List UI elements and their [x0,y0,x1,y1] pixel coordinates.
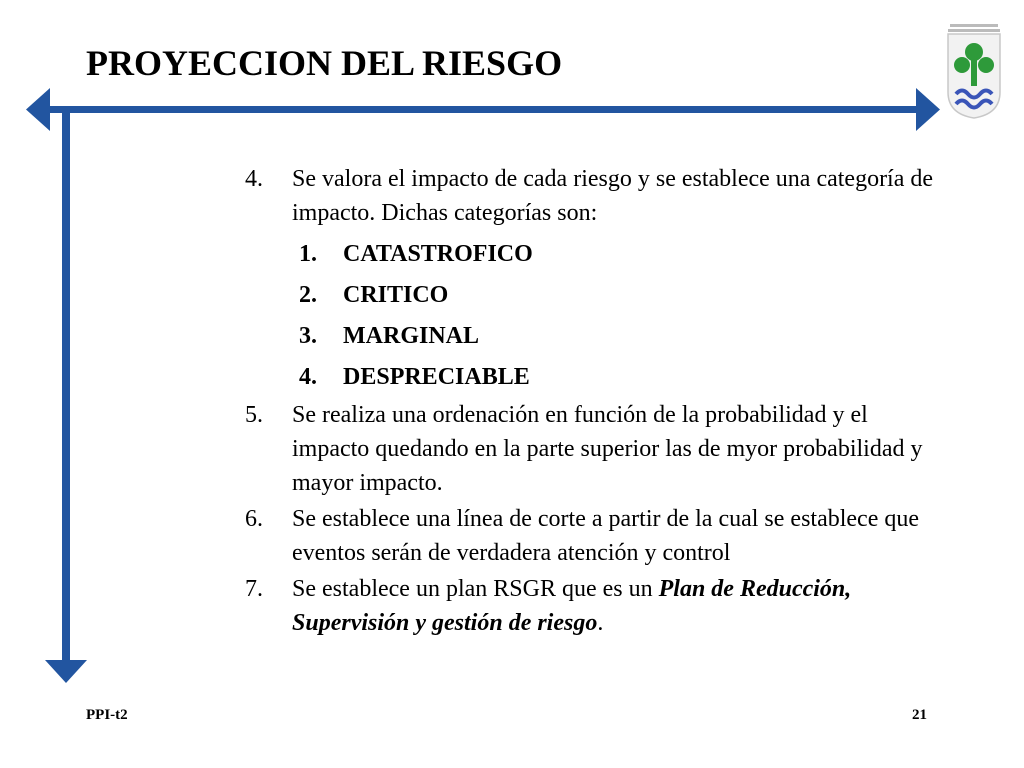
category-number: 3. [299,323,317,349]
category-list [245,237,945,394]
plan-emphasis: Plan de Reducción, Supervisión y gestión de riesgo [292,576,852,636]
footer-course-code: PPI-t2 [86,707,128,723]
slide-body [245,162,945,640]
list-item [245,572,945,640]
list-item [245,502,945,570]
list-text: Se realiza una ordenación en función de la probabilidad y el impacto quedando en la parte superior las de myor probabilidad y mayor impacto. [292,402,923,496]
category-label: DESPRECIABLE [343,364,530,390]
category-number: 4. [299,364,317,390]
category-label: CRITICO [343,282,449,308]
list-item [245,398,945,500]
down-arrowhead-icon [45,660,87,683]
list-item [245,162,945,230]
list-number: 7. [245,576,263,602]
page-number: 21 [912,707,927,723]
category-label: MARGINAL [343,323,479,349]
category-item [245,360,945,394]
slide-title: PROYECCION DEL RIESGO [86,43,563,83]
list-text: Se establece una línea de corte a partir de la cual se establece que eventos serán de verdadera atención y control [292,506,919,566]
category-number: 1. [299,241,317,267]
horizontal-arrow-shaft [44,106,924,113]
list-text-start: Se establece un plan RSGR que es un [292,576,659,602]
list-number: 4. [245,166,263,192]
category-label: CATASTROFICO [343,241,533,267]
category-item [245,237,945,271]
right-arrowhead-icon [916,88,940,131]
emblem-tree-waves-icon [944,22,1004,122]
vertical-arrow-shaft [62,112,70,666]
list-text: Se valora el impacto de cada riesgo y se establece una categoría de impacto. Dichas categorías son: [292,166,934,226]
category-item [245,319,945,353]
list-number: 6. [245,506,263,532]
list-number: 5. [245,402,263,428]
left-arrowhead-icon [26,88,50,131]
category-item [245,278,945,312]
category-number: 2. [299,282,317,308]
list-text-end: . [597,610,604,636]
